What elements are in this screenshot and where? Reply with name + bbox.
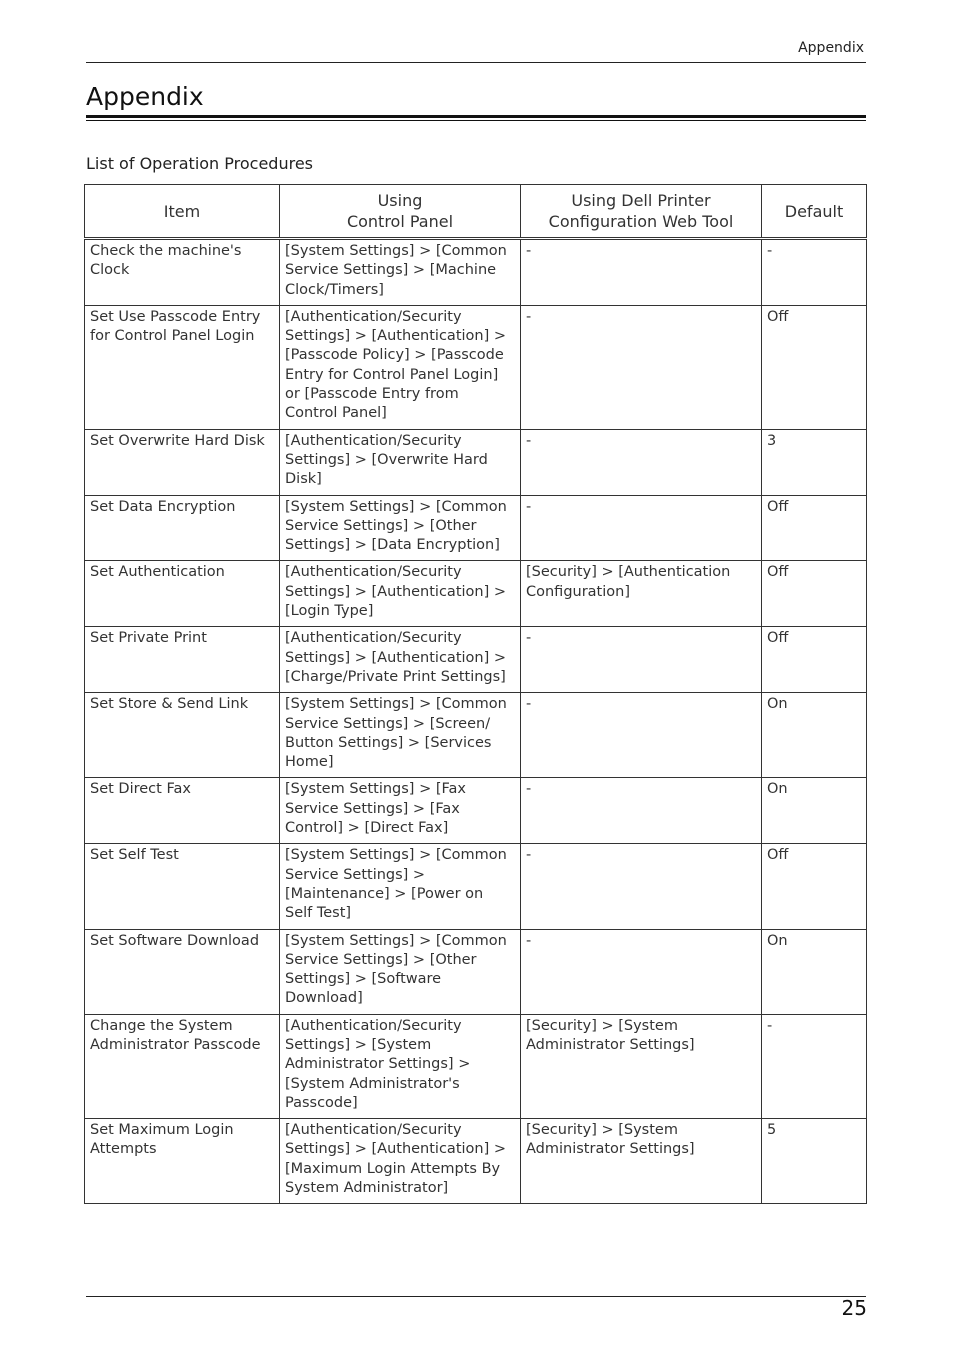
table-row: [85, 1119, 867, 1204]
table-header-row: [85, 185, 867, 239]
cell-item: Set Overwrite Hard Disk: [85, 429, 280, 495]
cell-default: On: [762, 778, 867, 844]
footer-rule: [86, 1296, 866, 1297]
header-rule: [86, 62, 866, 63]
cell-web-tool: -: [521, 429, 762, 495]
cell-item: Set Use Passcode Entry for Control Panel Login: [85, 305, 280, 429]
cell-control-panel: [Authentication/Security Settings] > [Authentication] > [Passcode Policy] > [Passcode Entry for Control Panel Login] or [Passcode Entry from Control Panel]: [280, 305, 521, 429]
table-body: [85, 239, 867, 1204]
column-header-web-tool: Using Dell Printer Configuration Web Tool: [521, 185, 762, 239]
title-rule-thin: [86, 120, 866, 121]
table-row: [85, 429, 867, 495]
page-number: 25: [841, 1296, 867, 1320]
cell-web-tool: -: [521, 929, 762, 1014]
cell-web-tool: -: [521, 778, 762, 844]
cell-default: 5: [762, 1119, 867, 1204]
cell-control-panel: [Authentication/Security Settings] > [Authentication] > [Login Type]: [280, 561, 521, 627]
cell-control-panel: [System Settings] > [Fax Service Settings] > [Fax Control] > [Direct Fax]: [280, 778, 521, 844]
cell-control-panel: [System Settings] > [Common Service Settings] > [Maintenance] > [Power on Self Test]: [280, 844, 521, 929]
cell-default: On: [762, 929, 867, 1014]
cell-web-tool: -: [521, 305, 762, 429]
table-row: [85, 627, 867, 693]
cell-web-tool: -: [521, 844, 762, 929]
section-heading: List of Operation Procedures: [86, 154, 313, 173]
table-row: [85, 929, 867, 1014]
cell-default: Off: [762, 561, 867, 627]
cell-default: Off: [762, 495, 867, 561]
cell-default: 3: [762, 429, 867, 495]
cell-item: Change the System Administrator Passcode: [85, 1014, 280, 1118]
table-row: [85, 844, 867, 929]
cell-control-panel: [System Settings] > [Common Service Settings] > [Machine Clock/Timers]: [280, 239, 521, 306]
cell-item: Set Private Print: [85, 627, 280, 693]
cell-item: Set Data Encryption: [85, 495, 280, 561]
table-row: [85, 239, 867, 306]
cell-item: Set Store & Send Link: [85, 693, 280, 778]
cell-item: Set Direct Fax: [85, 778, 280, 844]
cell-control-panel: [Authentication/Security Settings] > [Authentication] > [Charge/Private Print Settings]: [280, 627, 521, 693]
title-rule: [86, 115, 866, 118]
cell-item: Set Authentication: [85, 561, 280, 627]
column-header-default: Default: [762, 185, 867, 239]
cell-web-tool: -: [521, 627, 762, 693]
table-row: [85, 778, 867, 844]
cell-web-tool: [Security] > [System Administrator Settings]: [521, 1119, 762, 1204]
cell-web-tool: -: [521, 693, 762, 778]
table-row: [85, 693, 867, 778]
cell-item: Check the machine's Clock: [85, 239, 280, 306]
cell-web-tool: -: [521, 239, 762, 306]
cell-control-panel: [Authentication/Security Settings] > [System Administrator Settings] > [System Administrator's Passcode]: [280, 1014, 521, 1118]
table-row: [85, 1014, 867, 1118]
cell-control-panel: [System Settings] > [Common Service Settings] > [Other Settings] > [Data Encryption]: [280, 495, 521, 561]
cell-web-tool: [Security] > [System Administrator Settings]: [521, 1014, 762, 1118]
page-title: Appendix: [86, 82, 204, 111]
column-header-control-panel: Using Control Panel: [280, 185, 521, 239]
running-header: Appendix: [798, 40, 864, 56]
cell-default: -: [762, 1014, 867, 1118]
table-row: [85, 495, 867, 561]
operation-procedures-table: [84, 184, 867, 1204]
cell-default: Off: [762, 627, 867, 693]
cell-control-panel: [System Settings] > [Common Service Settings] > [Screen/ Button Settings] > [Services Home]: [280, 693, 521, 778]
cell-control-panel: [System Settings] > [Common Service Settings] > [Other Settings] > [Software Download]: [280, 929, 521, 1014]
table-row: [85, 305, 867, 429]
cell-default: On: [762, 693, 867, 778]
cell-item: Set Maximum Login Attempts: [85, 1119, 280, 1204]
cell-item: Set Self Test: [85, 844, 280, 929]
cell-default: Off: [762, 844, 867, 929]
cell-default: Off: [762, 305, 867, 429]
cell-web-tool: -: [521, 495, 762, 561]
cell-default: -: [762, 239, 867, 306]
table-row: [85, 561, 867, 627]
cell-web-tool: [Security] > [Authentication Configuration]: [521, 561, 762, 627]
column-header-item: Item: [85, 185, 280, 239]
cell-item: Set Software Download: [85, 929, 280, 1014]
cell-control-panel: [Authentication/Security Settings] > [Authentication] > [Maximum Login Attempts By System Administrator]: [280, 1119, 521, 1204]
cell-control-panel: [Authentication/Security Settings] > [Overwrite Hard Disk]: [280, 429, 521, 495]
